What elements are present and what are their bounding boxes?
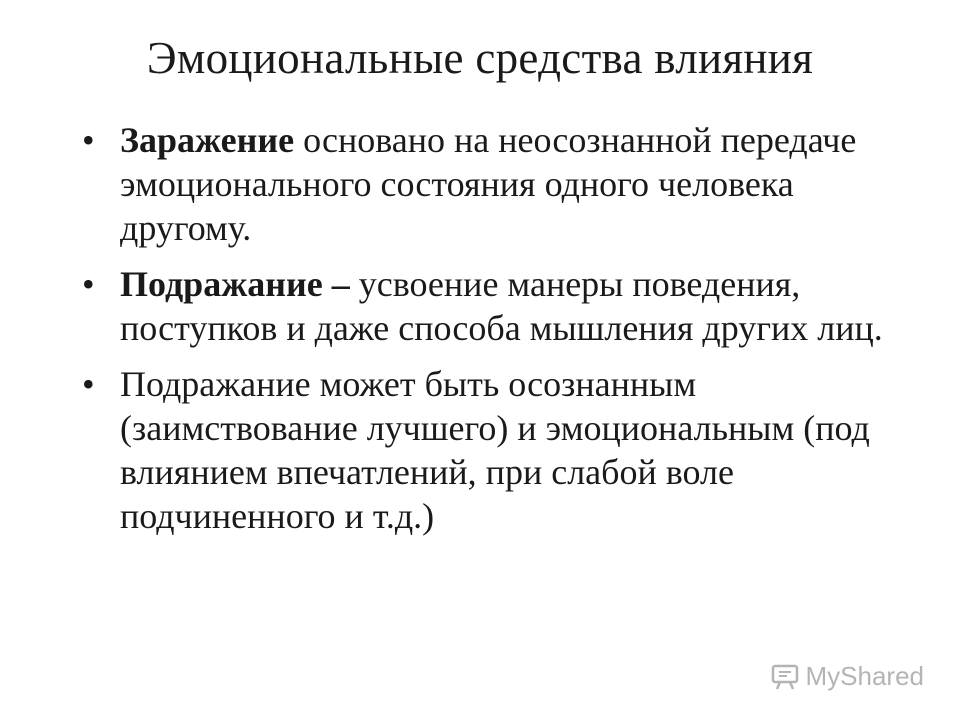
bullet-marker: •: [82, 120, 95, 160]
watermark-logo: [770, 661, 925, 692]
bullet-list: [82, 118, 932, 550]
bullet-marker: •: [82, 264, 95, 304]
slide-title: Эмоциональные средства влияния: [146, 33, 814, 83]
watermark-text: MyShared: [805, 661, 924, 691]
bullet-text: усвоение манеры поведения, поступков и даже способа мышления других лиц.: [120, 264, 883, 348]
bullet-marker: •: [82, 364, 95, 404]
bullet-item: [82, 262, 932, 350]
bullet-term: Заражение: [120, 120, 295, 160]
bullet-term: Подражание –: [120, 264, 350, 304]
bullet-text: Подражание может быть осознанным (заимствование лучшего) и эмоциональным (под влиянием впечатлений, при слабой воле подчиненного и т.д.): [120, 364, 870, 536]
bullet-item: [82, 118, 932, 250]
bullet-text: основано на неосознанной передаче эмоционального состояния одного человека другому.: [120, 120, 857, 248]
bullet-item: [82, 362, 932, 538]
presentation-board-icon: [770, 662, 800, 692]
